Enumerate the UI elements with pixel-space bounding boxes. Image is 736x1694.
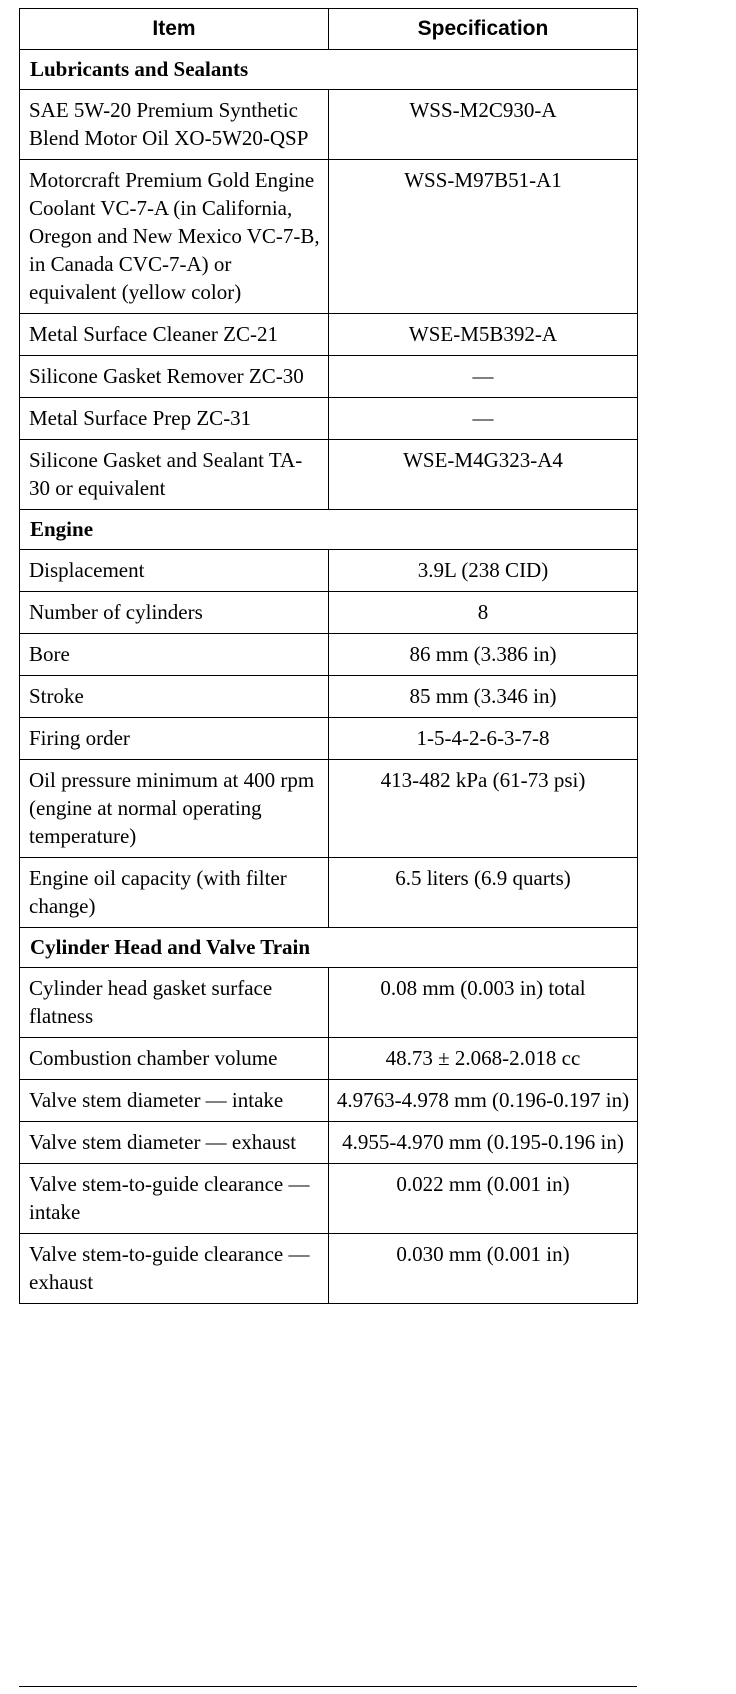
item-cell: Silicone Gasket and Sealant TA-30 or equivalent xyxy=(20,440,329,510)
specification-cell: 6.5 liters (6.9 quarts) xyxy=(329,858,638,928)
item-cell: Cylinder head gasket surface flatness xyxy=(20,968,329,1038)
bottom-rule xyxy=(19,1686,637,1687)
item-column-header: Item xyxy=(20,9,329,50)
specification-cell: WSS-M2C930-A xyxy=(329,90,638,160)
item-cell: Number of cylinders xyxy=(20,592,329,634)
table-row xyxy=(20,398,638,440)
table-row xyxy=(20,1164,638,1234)
section-title: Lubricants and Sealants xyxy=(20,50,638,90)
specification-cell: — xyxy=(329,356,638,398)
section-row xyxy=(20,928,638,968)
table-row xyxy=(20,440,638,510)
table-row xyxy=(20,1122,638,1164)
specification-cell: WSE-M5B392-A xyxy=(329,314,638,356)
item-cell: SAE 5W-20 Premium Synthetic Blend Motor Oil XO-5W20-QSP xyxy=(20,90,329,160)
table-row xyxy=(20,858,638,928)
item-cell: Valve stem diameter — intake xyxy=(20,1080,329,1122)
specification-cell: 4.9763-4.978 mm (0.196-0.197 in) xyxy=(329,1080,638,1122)
item-cell: Valve stem diameter — exhaust xyxy=(20,1122,329,1164)
item-cell: Bore xyxy=(20,634,329,676)
specification-cell: 3.9L (238 CID) xyxy=(329,550,638,592)
table-row xyxy=(20,634,638,676)
specification-cell: 4.955-4.970 mm (0.195-0.196 in) xyxy=(329,1122,638,1164)
specification-cell: 48.73 ± 2.068-2.018 cc xyxy=(329,1038,638,1080)
item-cell: Metal Surface Cleaner ZC-21 xyxy=(20,314,329,356)
item-cell: Engine oil capacity (with filter change) xyxy=(20,858,329,928)
table-row xyxy=(20,1080,638,1122)
specification-cell: 0.030 mm (0.001 in) xyxy=(329,1234,638,1304)
table-row xyxy=(20,550,638,592)
section-title: Engine xyxy=(20,510,638,550)
specification-cell: — xyxy=(329,398,638,440)
item-cell: Valve stem-to-guide clearance — exhaust xyxy=(20,1234,329,1304)
table-row xyxy=(20,1038,638,1080)
table-row xyxy=(20,160,638,314)
table-row xyxy=(20,968,638,1038)
item-cell: Oil pressure minimum at 400 rpm (engine at normal operating temperature) xyxy=(20,760,329,858)
specification-column-header: Specification xyxy=(329,9,638,50)
item-cell: Combustion chamber volume xyxy=(20,1038,329,1080)
section-row xyxy=(20,510,638,550)
item-cell: Silicone Gasket Remover ZC-30 xyxy=(20,356,329,398)
item-cell: Displacement xyxy=(20,550,329,592)
specification-cell: 1-5-4-2-6-3-7-8 xyxy=(329,718,638,760)
specification-cell: 413-482 kPa (61-73 psi) xyxy=(329,760,638,858)
item-cell: Motorcraft Premium Gold Engine Coolant VC-7-A (in California, Oregon and New Mexico VC-7-B, in Canada CVC-7-A) or equivalent (yellow color) xyxy=(20,160,329,314)
specification-cell: WSS-M97B51-A1 xyxy=(329,160,638,314)
table-row xyxy=(20,90,638,160)
header-row xyxy=(20,9,638,50)
specification-cell: 8 xyxy=(329,592,638,634)
table-row xyxy=(20,1234,638,1304)
specification-table xyxy=(19,8,638,1304)
item-cell: Metal Surface Prep ZC-31 xyxy=(20,398,329,440)
specification-cell: WSE-M4G323-A4 xyxy=(329,440,638,510)
item-cell: Stroke xyxy=(20,676,329,718)
table-row xyxy=(20,760,638,858)
table-row xyxy=(20,592,638,634)
specification-cell: 0.08 mm (0.003 in) total xyxy=(329,968,638,1038)
section-title: Cylinder Head and Valve Train xyxy=(20,928,638,968)
specification-cell: 85 mm (3.346 in) xyxy=(329,676,638,718)
table-row xyxy=(20,356,638,398)
item-cell: Firing order xyxy=(20,718,329,760)
table-row xyxy=(20,718,638,760)
section-row xyxy=(20,50,638,90)
table-row xyxy=(20,676,638,718)
specification-cell: 86 mm (3.386 in) xyxy=(329,634,638,676)
table-row xyxy=(20,314,638,356)
item-cell: Valve stem-to-guide clearance — intake xyxy=(20,1164,329,1234)
specification-cell: 0.022 mm (0.001 in) xyxy=(329,1164,638,1234)
table-body xyxy=(20,50,638,1304)
